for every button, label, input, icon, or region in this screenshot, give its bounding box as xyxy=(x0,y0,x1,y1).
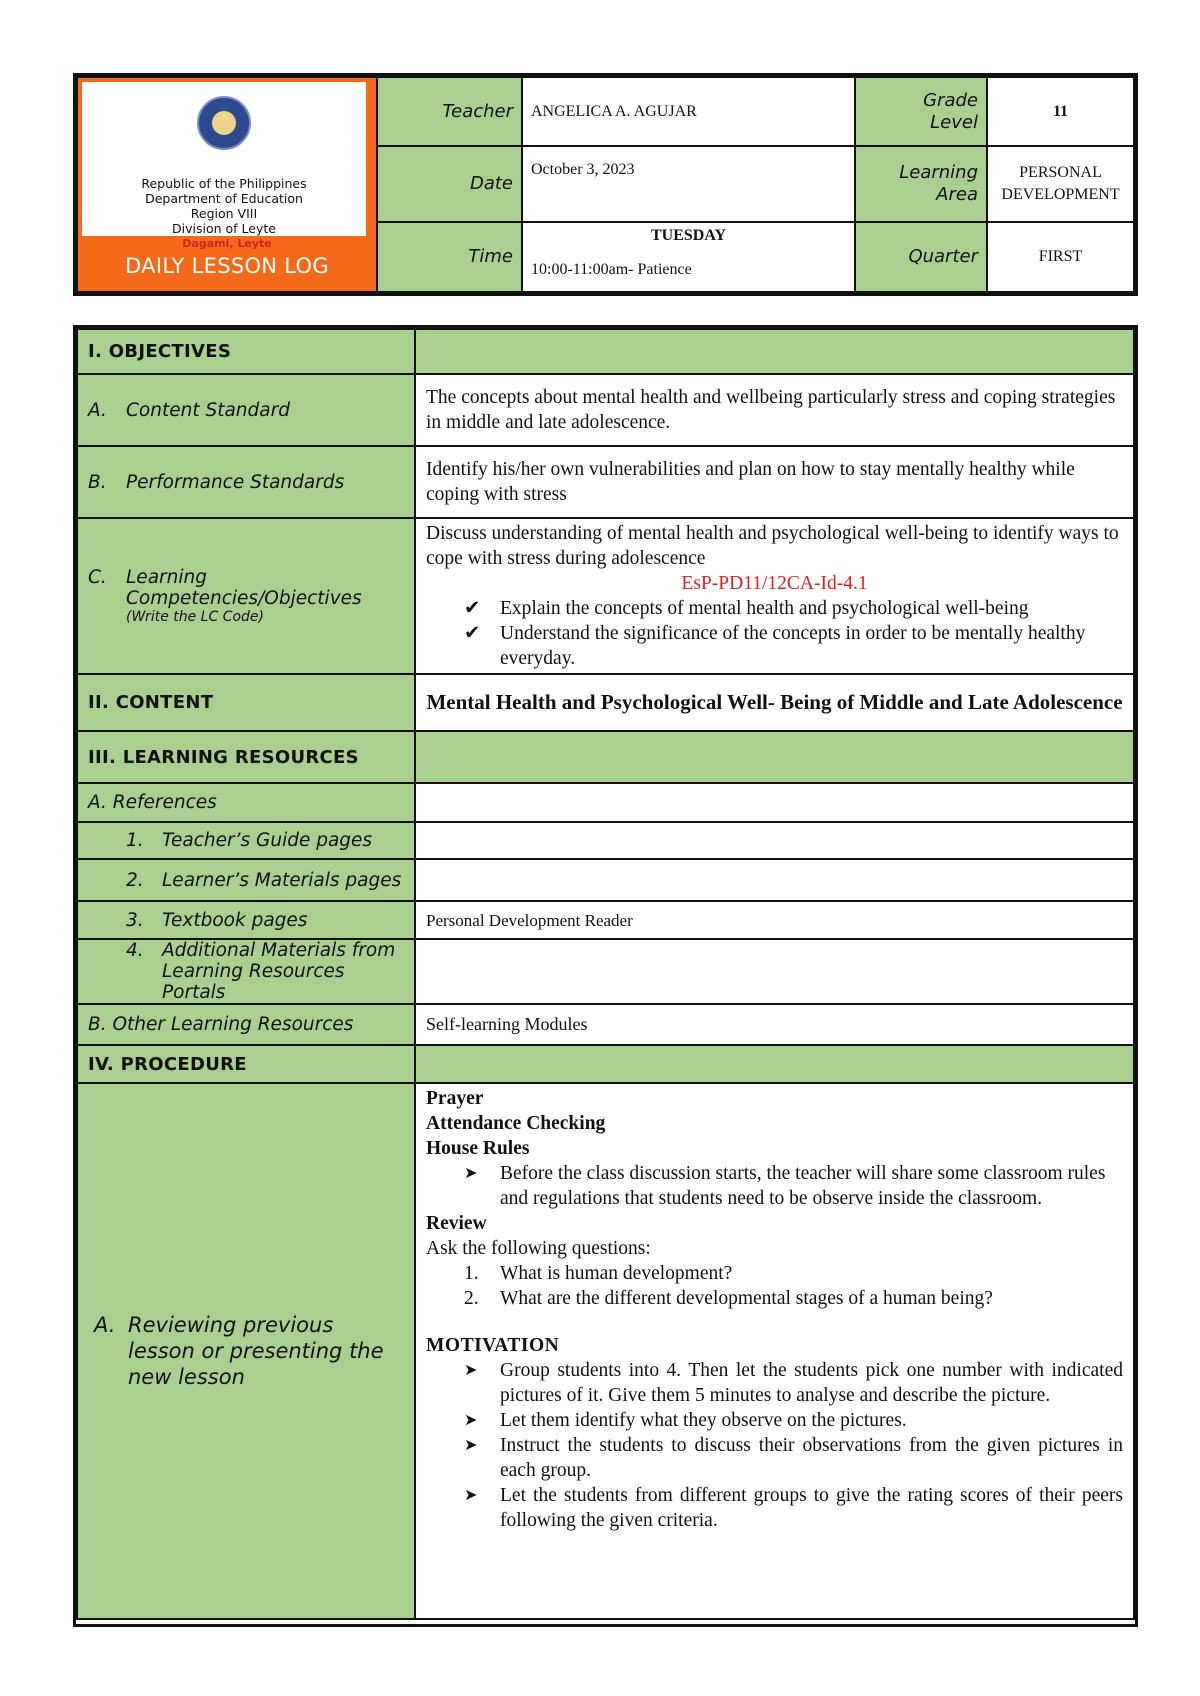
check-icon: ✔ xyxy=(464,623,481,644)
quarter-value: FIRST xyxy=(987,222,1134,292)
procedure-a-row xyxy=(77,1083,1134,1619)
resource-row xyxy=(77,859,1134,901)
lc-code: EsP-PD11/12CA-Id-4.1 xyxy=(681,573,868,594)
grade-label-line1: Grade xyxy=(923,89,978,111)
question-text: What is human development? xyxy=(500,1263,733,1284)
area-label-line2: Area xyxy=(936,184,978,205)
resource-num: 2. xyxy=(126,869,144,891)
arrow-bullet-icon: ➤ xyxy=(464,1437,478,1454)
quarter-label: Quarter xyxy=(855,222,987,292)
competencies-label-line1: Learning xyxy=(126,567,207,588)
resource-num: 1. xyxy=(126,830,144,851)
letter-b: B. xyxy=(88,471,107,493)
references-row xyxy=(77,783,1134,822)
motivation-text: Group students into 4. Then let the students pick one number with indicated pictures of it. Give them 5 minutes to analyse and describe the picture. xyxy=(500,1360,1123,1406)
lc-code-note: (Write the LC Code) xyxy=(126,609,265,625)
logo-line-region: Region VIII xyxy=(190,206,258,221)
header-block xyxy=(73,73,1138,296)
objectives-row xyxy=(77,329,1134,374)
resource-num: 3. xyxy=(126,909,144,931)
question-num: 1. xyxy=(464,1263,479,1284)
review-question xyxy=(426,1286,1123,1311)
competencies-text: Discuss understanding of mental health and psychological well-being to identify ways to cope with stress during adolescence xyxy=(426,523,1119,569)
letter-a: A. xyxy=(94,1313,116,1337)
learning-resources-row xyxy=(77,731,1134,783)
performance-standards-label xyxy=(77,446,415,518)
question-num: 2. xyxy=(464,1288,479,1309)
objective-check-item xyxy=(426,621,1123,671)
resource-label xyxy=(77,901,415,939)
references-value xyxy=(415,783,1134,822)
arrow-bullet-icon: ➤ xyxy=(464,1412,478,1429)
procedure-row xyxy=(77,1045,1134,1083)
resource-row xyxy=(77,901,1134,939)
motivation-item xyxy=(426,1358,1123,1408)
time-value: 10:00-11:00am- Patience xyxy=(531,261,692,278)
resource-label xyxy=(77,859,415,901)
grade-level-label xyxy=(855,77,987,146)
performance-label-text: Performance Standards xyxy=(126,471,345,493)
area-value-line1: PERSONAL xyxy=(1019,164,1102,181)
review-intro: Ask the following questions: xyxy=(426,1238,651,1259)
review: Review xyxy=(426,1213,487,1234)
logo-line-division: Division of Leyte xyxy=(172,221,276,236)
resource-label-text: Teacher’s Guide pages xyxy=(162,830,373,851)
deped-seal-icon xyxy=(197,96,251,150)
resource-value: Personal Development Reader xyxy=(415,901,1134,939)
motivation-text: Instruct the students to discuss their observations from the given pictures in each group. xyxy=(500,1435,1123,1481)
daily-lesson-log-title: DAILY LESSON LOG xyxy=(125,254,329,278)
resource-row xyxy=(77,822,1134,859)
content-standard-label xyxy=(77,374,415,446)
check-text: Explain the concepts of mental health and psychological well-being xyxy=(500,598,1029,619)
teacher-label: Teacher xyxy=(377,77,522,146)
date-label: Date xyxy=(377,146,522,222)
date-value: October 3, 2023 xyxy=(522,146,855,222)
competencies-label xyxy=(77,518,415,674)
area-value-line2: DEVELOPMENT xyxy=(1001,186,1120,203)
review-question xyxy=(426,1261,1123,1286)
learning-area-label xyxy=(855,146,987,222)
content-row xyxy=(77,674,1134,731)
learning-area-value xyxy=(987,146,1134,222)
objective-check-item xyxy=(426,596,1123,621)
resource-value xyxy=(415,859,1134,901)
references-label: A. References xyxy=(77,783,415,822)
procedure-a-cell xyxy=(415,1083,1134,1619)
motivation-text: Let the students from different groups to give the rating scores of their peers following the given criteria. xyxy=(500,1485,1123,1531)
content-standard-row xyxy=(77,374,1134,446)
school-location: Dagami, Leyte xyxy=(182,237,272,250)
motivation-item xyxy=(426,1408,1123,1433)
content-standard-label-text: Content Standard xyxy=(126,399,290,421)
content-standard-text: The concepts about mental health and wellbeing particularly stress and coping strategies in middle and late adolescence. xyxy=(415,374,1134,446)
other-resources-row xyxy=(77,1004,1134,1045)
resource-value xyxy=(415,939,1134,1004)
resource-label-text: Additional Materials from Learning Resources Portals xyxy=(162,940,396,1003)
procedure-a-label xyxy=(77,1083,415,1619)
resource-label xyxy=(77,822,415,859)
check-text: Understand the significance of the concepts in order to be mentally healthy everyday. xyxy=(500,623,1086,669)
logo-panel xyxy=(82,82,366,236)
grade-label-line2: Level xyxy=(930,111,978,133)
arrow-bullet-icon: ➤ xyxy=(464,1487,478,1504)
motivation-item xyxy=(426,1433,1123,1483)
motivation: MOTIVATION xyxy=(426,1335,560,1356)
letter-a: A. xyxy=(88,399,107,421)
grade-level-value: 11 xyxy=(987,77,1134,146)
resource-label-text: Learner’s Materials pages xyxy=(162,869,402,891)
content-heading: II. CONTENT xyxy=(77,674,415,731)
prayer: Prayer xyxy=(426,1088,484,1109)
house-rules-text: Before the class discussion starts, the teacher will share some classroom rules and regulations that students need to be observe inside the classroom. xyxy=(500,1163,1106,1209)
performance-standards-row xyxy=(77,446,1134,518)
house-rules: House Rules xyxy=(426,1138,530,1159)
letter-c: C. xyxy=(88,567,107,588)
time-cell xyxy=(522,222,855,292)
check-icon: ✔ xyxy=(464,598,481,619)
time-day: TUESDAY xyxy=(651,227,726,244)
lesson-plan-table xyxy=(73,325,1138,1627)
objectives-blank xyxy=(415,329,1134,374)
deped-logo-block xyxy=(77,77,377,292)
logo-line-department: Department of Education xyxy=(145,191,303,206)
other-resources-value: Self-learning Modules xyxy=(415,1004,1134,1045)
teacher-value: ANGELICA A. AGUJAR xyxy=(522,77,855,146)
motivation-item xyxy=(426,1483,1123,1533)
resource-row xyxy=(77,939,1134,1004)
performance-standards-text: Identify his/her own vulnerabilities and plan on how to stay mentally healthy while coping with stress xyxy=(415,446,1134,518)
procedure-blank xyxy=(415,1045,1134,1083)
attendance-checking: Attendance Checking xyxy=(426,1113,606,1134)
resource-label-text: Textbook pages xyxy=(162,909,308,931)
resource-label xyxy=(77,939,415,1004)
house-rules-item xyxy=(426,1161,1123,1211)
question-text: What are the different developmental stages of a human being? xyxy=(500,1288,993,1309)
competencies-row xyxy=(77,518,1134,674)
learning-resources-blank xyxy=(415,731,1134,783)
objectives-heading: I. OBJECTIVES xyxy=(77,329,415,374)
competencies-cell xyxy=(415,518,1134,674)
learning-resources-heading: III. LEARNING RESOURCES xyxy=(77,731,415,783)
logo-line-republic: Republic of the Philippines xyxy=(141,176,307,191)
time-label: Time xyxy=(377,222,522,292)
arrow-bullet-icon: ➤ xyxy=(464,1165,478,1182)
content-title: Mental Health and Psychological Well- Being of Middle and Late Adolescence xyxy=(415,674,1134,731)
other-resources-label: B. Other Learning Resources xyxy=(77,1004,415,1045)
resource-num: 4. xyxy=(126,940,144,961)
area-label-line1: Learning xyxy=(899,162,978,183)
arrow-bullet-icon: ➤ xyxy=(464,1362,478,1379)
resource-value xyxy=(415,822,1134,859)
motivation-text: Let them identify what they observe on the pictures. xyxy=(500,1410,907,1431)
procedure-heading: IV. PROCEDURE xyxy=(77,1045,415,1083)
competencies-label-line2: Competencies/Objectives xyxy=(126,588,362,609)
procedure-a-label-text: Reviewing previous lesson or presenting the new lesson xyxy=(128,1313,384,1389)
